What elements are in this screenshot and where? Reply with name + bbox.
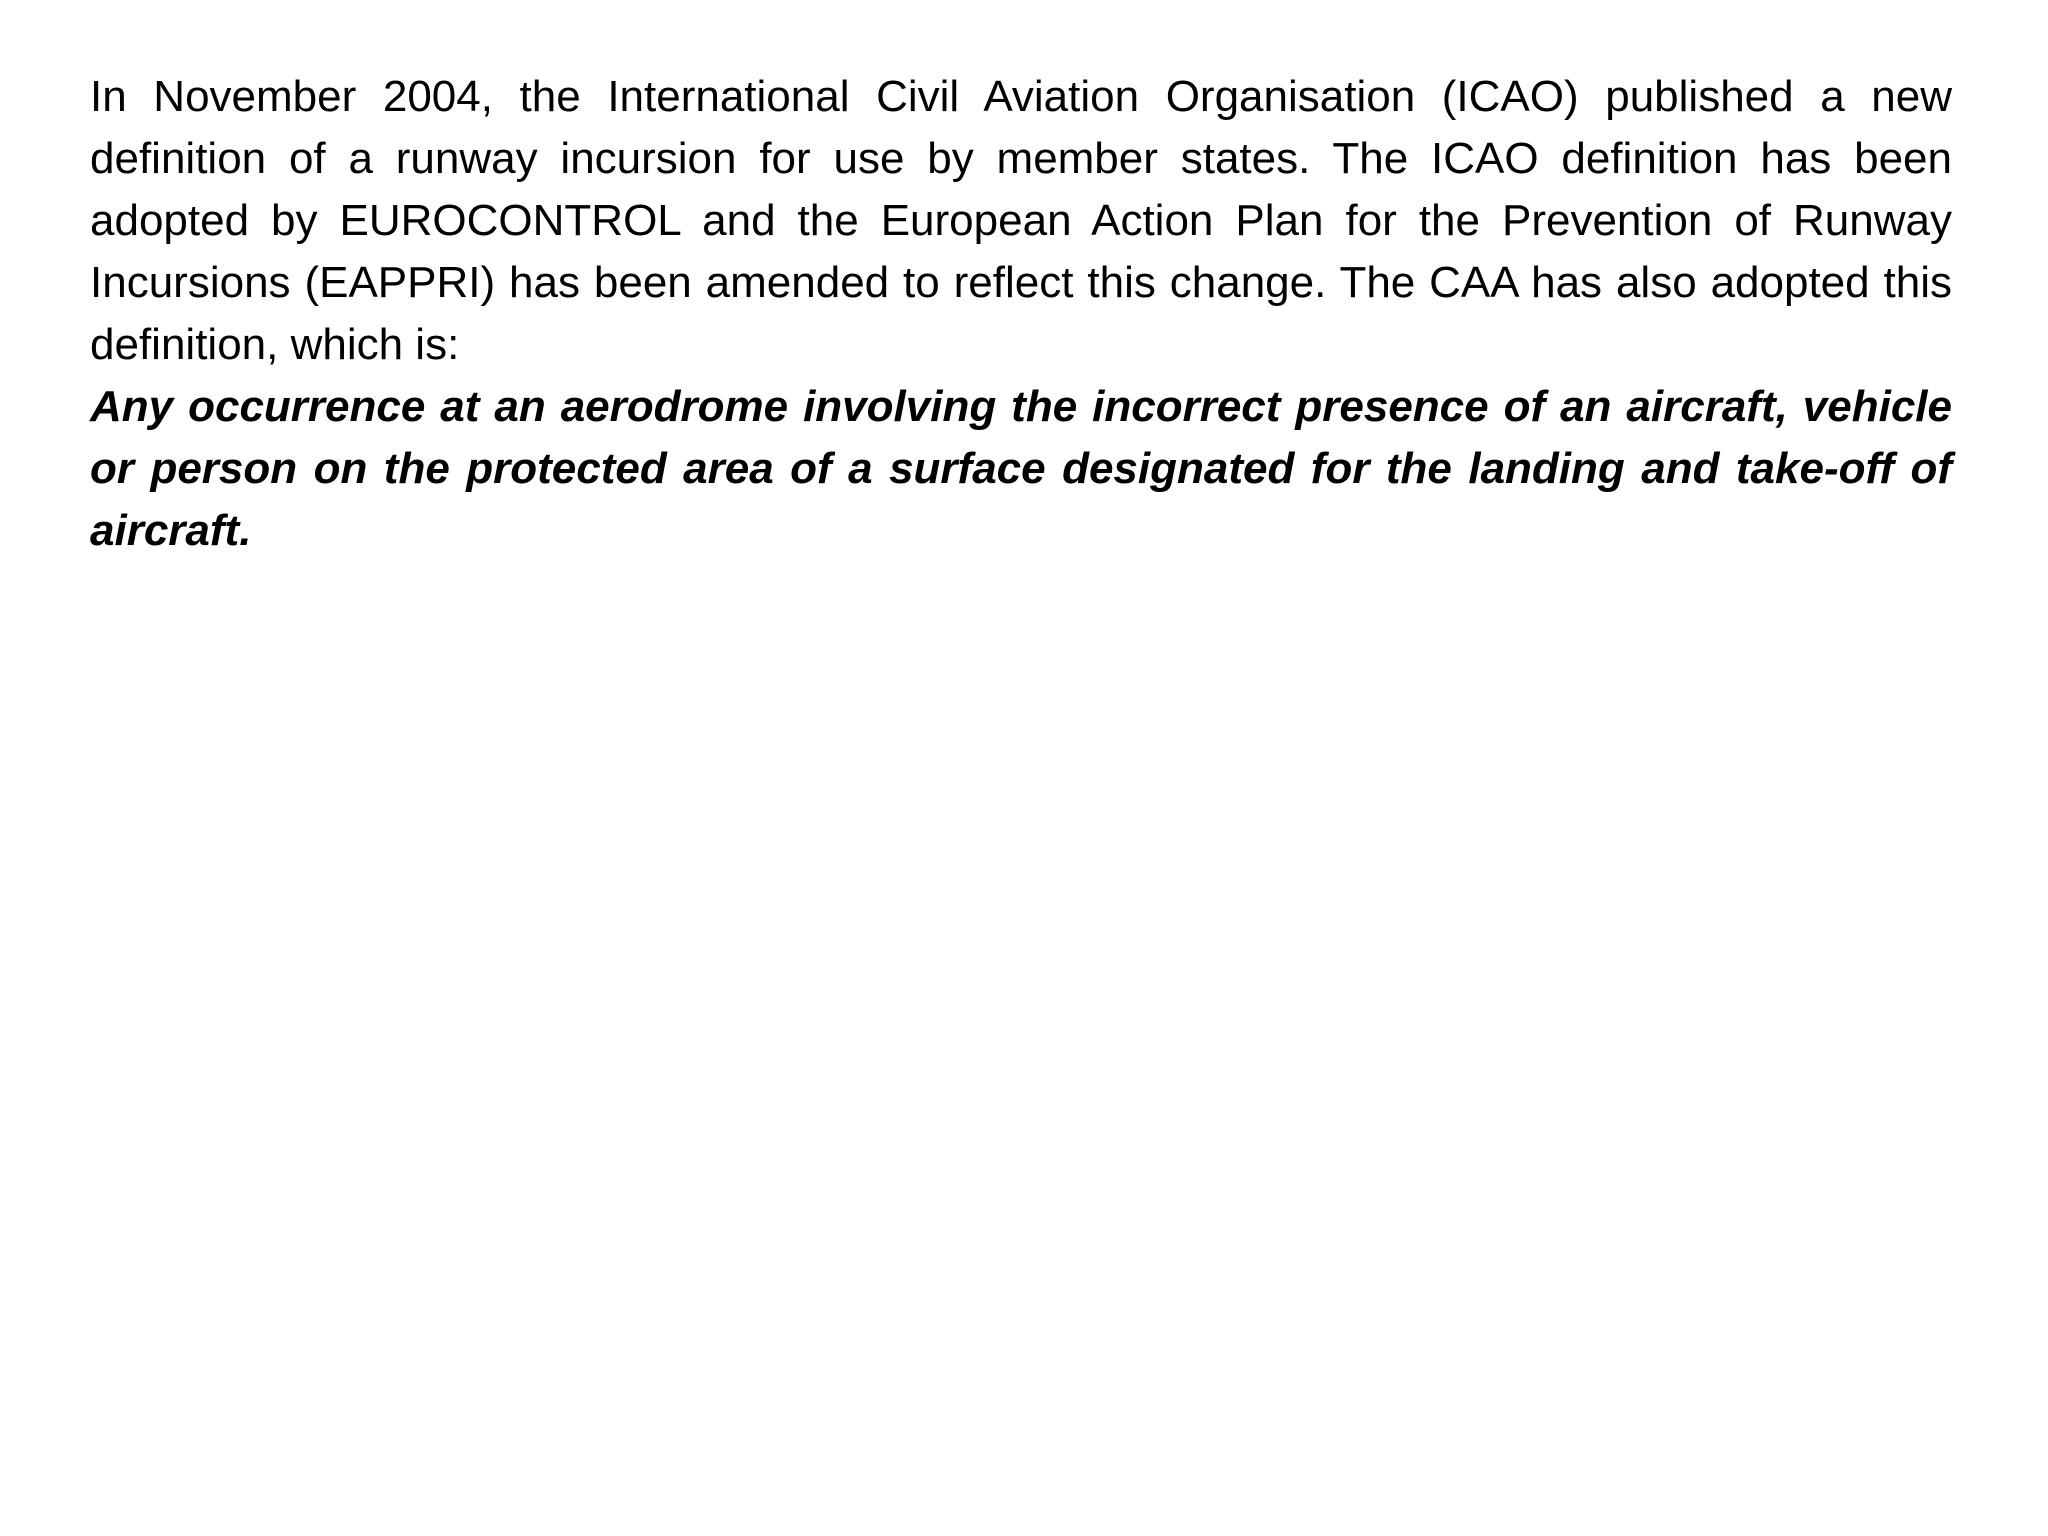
text-block	[90, 66, 1952, 562]
definition-paragraph: Any occurrence at an aerodrome involving the incorrect presence of an aircraft, vehicle or person on the protected area of a surface designated for the landing and take-off of aircraft.	[90, 382, 1952, 555]
intro-paragraph: In November 2004, the International Civil Aviation Organisation (ICAO) published a new definition of a runway incursion for use by member states. The ICAO definition has been adopted by EUROCONTROL and the European Action Plan for the Prevention of Runway Incursions (EAPPRI) has been amended to reflect this change. The CAA has also adopted this definition, which is:	[90, 72, 1952, 369]
